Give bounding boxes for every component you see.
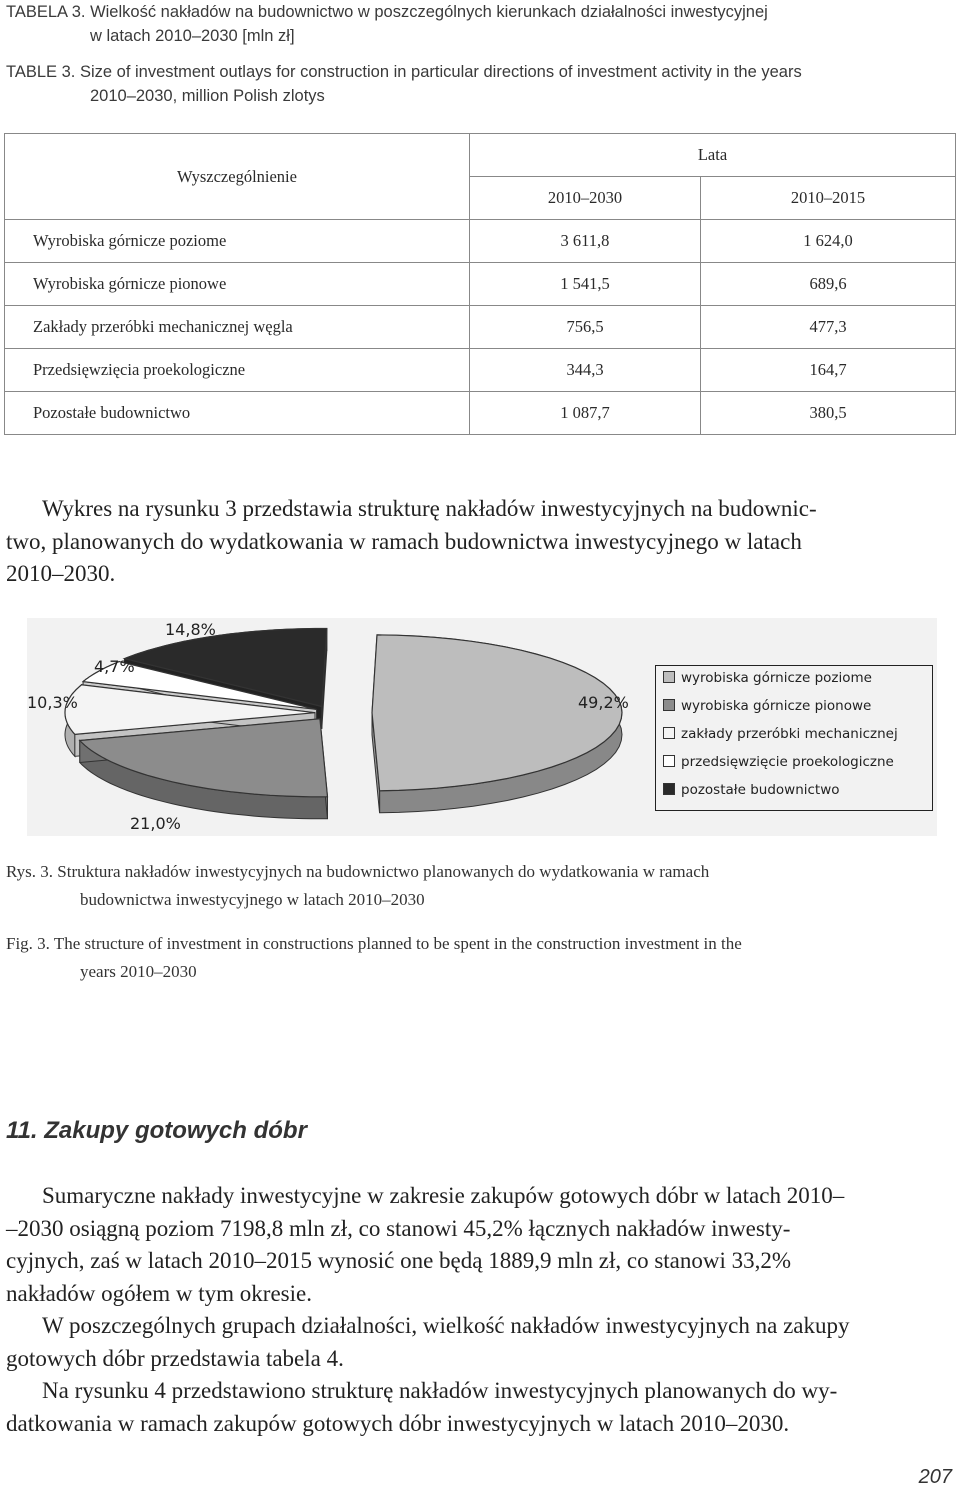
legend-item <box>663 670 872 694</box>
legend-swatch <box>663 755 675 767</box>
section-p3-line2: datkowania w ramach zakupów gotowych dóbr inwestycyjnych w latach 2010–2030. <box>6 1410 790 1436</box>
label-poziome: 49,2% <box>578 693 629 712</box>
investment-table <box>4 133 956 435</box>
legend-item <box>663 754 894 778</box>
header-col2: 2010–2015 <box>701 177 956 220</box>
table-caption-en <box>6 60 802 108</box>
legend-label: pozostałe budownictwo <box>681 782 840 798</box>
table-caption-pl <box>6 0 768 48</box>
row-value-2010-2015: 689,6 <box>701 263 956 306</box>
section-heading: 11. Zakupy gotowych dóbr <box>6 1117 307 1144</box>
table-caption-pl-line2: w latach 2010–2030 [mln zł] <box>90 27 295 45</box>
header-group: Lata <box>470 134 956 177</box>
row-label: Przedsięwzięcia proekologiczne <box>5 349 470 392</box>
legend-item <box>663 726 898 750</box>
row-value-2010-2015: 164,7 <box>701 349 956 392</box>
label-pozostale: 14,8% <box>165 620 216 639</box>
section-p2-line1: W poszczególnych grupach działalności, wielkość nakładów inwestycyjnych na zakupy <box>42 1313 850 1338</box>
figure-caption-pl <box>6 858 709 914</box>
row-label: Zakłady przeróbki mechanicznej węgla <box>5 306 470 349</box>
paragraph-1-line1: Wykres na rysunku 3 przedstawia strukturę nakładów inwestycyjnych na budownic- <box>42 496 817 521</box>
row-value-2010-2030: 1 087,7 <box>470 392 701 435</box>
section-p1-line1: Sumaryczne nakłady inwestycyjne w zakresie zakupów gotowych dóbr w latach 2010– <box>42 1183 845 1208</box>
label-pionowe: 21,0% <box>130 814 181 833</box>
legend-swatch <box>663 727 675 739</box>
legend-label: wyrobiska górnicze poziome <box>681 670 872 686</box>
section-p2-line2: gotowych dóbr przedstawia tabela 4. <box>6 1345 344 1371</box>
section-p1-line2: –2030 osiągną poziom 7198,8 mln zł, co stanowi 45,2% łącznych nakładów inwesty- <box>6 1215 791 1241</box>
paragraph-1 <box>6 493 956 591</box>
label-przerobka: 10,3% <box>27 693 78 712</box>
legend-label: wyrobiska górnicze pionowe <box>681 698 872 714</box>
figure-caption-en-line2: years 2010–2030 <box>80 962 197 981</box>
header-col1: 2010–2030 <box>470 177 701 220</box>
table-row <box>5 220 956 263</box>
legend-swatch <box>663 783 675 795</box>
legend-swatch <box>663 699 675 711</box>
table-caption-en-line2: 2010–2030, million Polish zlotys <box>90 87 325 105</box>
table-caption-pl-line1: TABELA 3. Wielkość nakładów na budownictwo w poszczególnych kierunkach działalności inwestycyjnej <box>6 3 768 21</box>
section-body <box>6 1180 956 1440</box>
table-row <box>5 349 956 392</box>
row-label: Wyrobiska górnicze pionowe <box>5 263 470 306</box>
table-row <box>5 306 956 349</box>
legend-item <box>663 698 871 722</box>
paragraph-1-line2: two, planowanych do wydatkowania w ramach budownictwa inwestycyjnego w latach <box>6 528 802 554</box>
section-p1-line3: cyjnych, zaś w latach 2010–2015 wynosić one będą 1889,9 mln zł, co stanowi 33,2% <box>6 1248 792 1273</box>
legend-item <box>663 782 840 806</box>
section-p3-line1: Na rysunku 4 przedstawiono strukturę nakładów inwestycyjnych planowanych do wy- <box>42 1378 838 1403</box>
figure-caption-pl-line2: budownictwa inwestycyjnego w latach 2010–2030 <box>80 890 425 909</box>
label-proekologiczne: 4,7% <box>94 657 135 676</box>
row-value-2010-2015: 1 624,0 <box>701 220 956 263</box>
pie-chart-figure <box>27 618 937 836</box>
table-row <box>5 263 956 306</box>
legend-swatch <box>663 671 675 683</box>
figure-caption-en-line1: Fig. 3. The structure of investment in constructions planned to be spent in the construction investment in the <box>6 934 742 953</box>
row-value-2010-2030: 344,3 <box>470 349 701 392</box>
paragraph-1-line3: 2010–2030. <box>6 561 116 586</box>
row-value-2010-2030: 756,5 <box>470 306 701 349</box>
figure-caption-pl-line1: Rys. 3. Struktura nakładów inwestycyjnych na budownictwo planowanych do wydatkowania w ramach <box>6 862 710 881</box>
table-row <box>5 392 956 435</box>
legend-label: przedsięwzięcie proekologiczne <box>681 754 894 770</box>
row-value-2010-2030: 3 611,8 <box>470 220 701 263</box>
row-value-2010-2030: 1 541,5 <box>470 263 701 306</box>
legend-label: zakłady przeróbki mechanicznej <box>681 726 898 742</box>
section-p1-line4: nakładów ogółem w tym okresie. <box>6 1280 312 1306</box>
table-caption-en-line1: TABLE 3. Size of investment outlays for construction in particular directions of investment activity in the years <box>6 63 802 81</box>
table-body <box>5 220 956 435</box>
figure-caption-en <box>6 930 742 986</box>
row-label: Wyrobiska górnicze poziome <box>5 220 470 263</box>
page-number: 207 <box>918 1466 952 1488</box>
row-value-2010-2015: 380,5 <box>701 392 956 435</box>
header-label: Wyszczególnienie <box>5 134 470 220</box>
row-value-2010-2015: 477,3 <box>701 306 956 349</box>
row-label: Pozostałe budownictwo <box>5 392 470 435</box>
chart-legend <box>655 665 933 811</box>
